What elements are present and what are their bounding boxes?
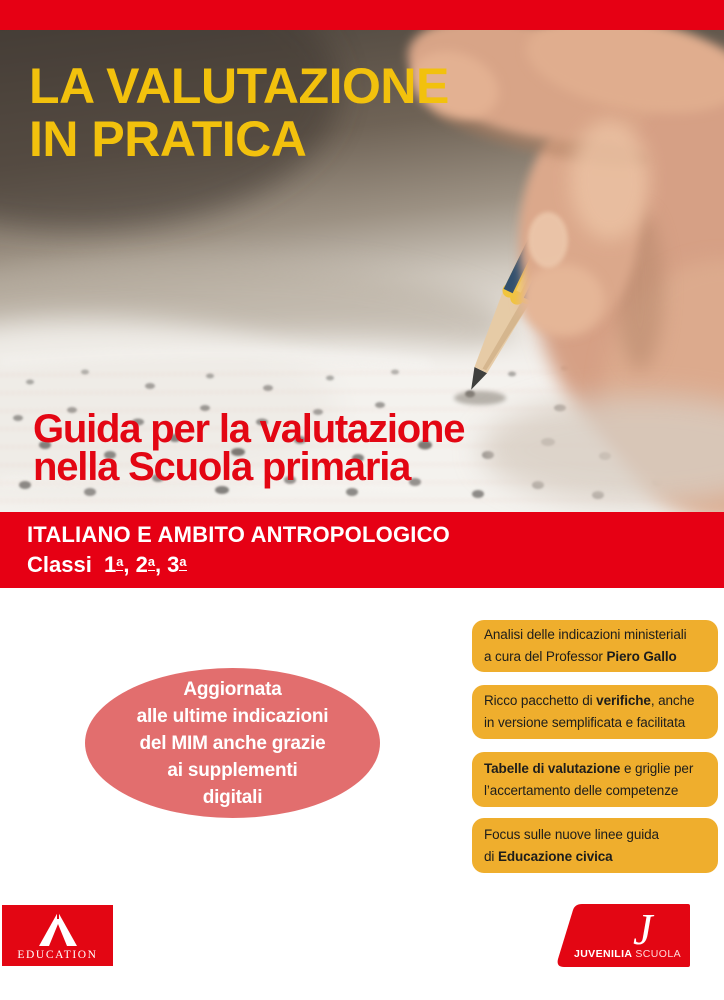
juvenilia-j-initial: J (633, 905, 653, 954)
mondadori-a-icon (37, 910, 79, 946)
subject-banner (0, 512, 724, 588)
top-red-bar (0, 0, 724, 30)
subtitle-line-1: Guida per la valutazione (33, 407, 465, 451)
badge-line: Aggiornata (183, 678, 282, 700)
education-logo-label: EDUCATION (17, 949, 98, 961)
juvenilia-logo-label: JUVENILIA SCUOLA (573, 948, 681, 960)
badge-line: digitali (202, 786, 263, 808)
feature-text: Tabelle di valutazione e griglie per (484, 760, 694, 776)
title-line-2: IN PRATICA (29, 111, 307, 167)
cover-title (29, 60, 449, 166)
feature-text: l’accertamento delle competenze (484, 782, 679, 798)
update-badge (85, 668, 380, 818)
education-publisher-logo (2, 905, 113, 966)
feature-text: in versione semplificata e facilitata (484, 715, 686, 730)
banner-subject: ITALIANO E AMBITO ANTROPOLOGICO (27, 522, 450, 547)
cover-subtitle (33, 407, 465, 489)
juvenilia-scuola-logo (555, 903, 695, 969)
badge-line: ai supplementi (167, 759, 298, 781)
feature-text: a cura del Professor Piero Gallo (484, 649, 677, 664)
title-line-1: LA VALUTAZIONE (29, 58, 449, 114)
subtitle-line-2: nella Scuola primaria (33, 445, 411, 489)
feature-box-civic-education (472, 818, 718, 873)
badge-line: del MIM anche grazie (139, 732, 326, 754)
feature-box-tests-package (472, 685, 718, 739)
feature-text: Focus sulle nuove linee guida (484, 826, 659, 842)
feature-text: Ricco pacchetto di verifiche, anche (484, 693, 695, 708)
badge-line: alle ultime indicazioni (136, 705, 329, 727)
feature-text: Analisi delle indicazioni ministeriali (484, 627, 687, 642)
feature-box-evaluation-tables (472, 752, 718, 807)
feature-text: di Educazione civica (484, 848, 613, 864)
banner-classes: Classi 1a, 2a, 3a (27, 552, 187, 577)
juvenilia-logo-shape (555, 903, 695, 969)
feature-box-ministerial-analysis (472, 620, 718, 672)
